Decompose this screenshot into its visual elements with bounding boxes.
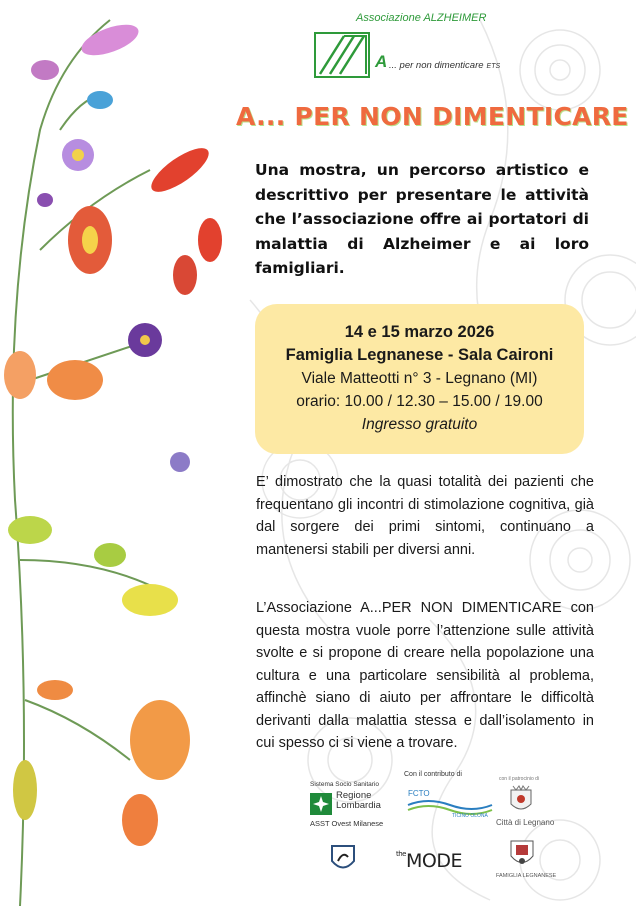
body-paragraph-1: E’ dimostrato che la quasi totalità dei pazienti che frequentano gli incontri di stimolazione cognitiva, già dal sorgere dei primi sintomi, continuano a mantenersi stabili per diversi anni. (256, 474, 594, 558)
logo-tagline: ... per non dimenticare ETS (389, 60, 501, 71)
famiglia-legnanese-crest-icon (509, 838, 535, 870)
fcto-text: FCTO (408, 789, 430, 798)
association-name: Associazione ALZHEIMER (356, 12, 487, 24)
city-patronage-label: con il patrocinio di (499, 776, 540, 782)
regione-top-label: Sistema Socio Sanitario (310, 781, 380, 788)
association-logo-icon (314, 32, 370, 78)
contrib-label: Con il contributo di (404, 771, 462, 778)
fcto-logo-icon (406, 787, 494, 817)
event-venue: Famiglia Legnanese - Sala Caironi (285, 346, 554, 364)
event-date: 14 e 15 marzo 2026 (344, 323, 495, 341)
event-entry: Ingresso gratuito (361, 416, 478, 433)
event-address: Viale Matteotti n° 3 - Legnano (MI) (301, 370, 538, 387)
city-name: Città di Legnano (496, 818, 555, 827)
logo-letter: A (375, 52, 388, 71)
event-info-box (255, 304, 584, 454)
famiglia-name: FAMIGLIA LEGNANESE (496, 873, 557, 879)
regione-name: Regione Lombardia (336, 790, 381, 811)
page-title: A... PER NON DIMENTICARE (236, 102, 629, 131)
ticino-text: TICINO OLONA (452, 813, 488, 817)
event-hours: orario: 10.00 / 12.30 – 15.00 / 19.00 (296, 393, 543, 410)
intro-text: Una mostra, un percorso artistico e descrittivo per presentare le attività che l’associazione offre ai portatori di malattia di Alzheimer e ai loro famigliari. (255, 161, 589, 277)
body-paragraph-2: L’Associazione A...PER NON DIMENTICARE con questa mostra vuole porre l’attenzione sulle attività svolte e si propone di creare nella popolazione una cultura e una particolare sensibilità al problema, affinchè siano di aiuto per affrontare le difficoltà derivanti dalla malattia stessa e dall’isolamento in cui spesso ci si viene a trovare. (256, 600, 594, 751)
the-mode-logo: $^{the}$MODE (396, 850, 462, 872)
flowers-illustration (0, 0, 245, 906)
crest-blue-icon (330, 843, 356, 875)
regione-rose-icon (310, 793, 332, 815)
regione-asst: ASST Ovest Milanese (310, 819, 384, 828)
city-crest-icon (508, 784, 534, 816)
